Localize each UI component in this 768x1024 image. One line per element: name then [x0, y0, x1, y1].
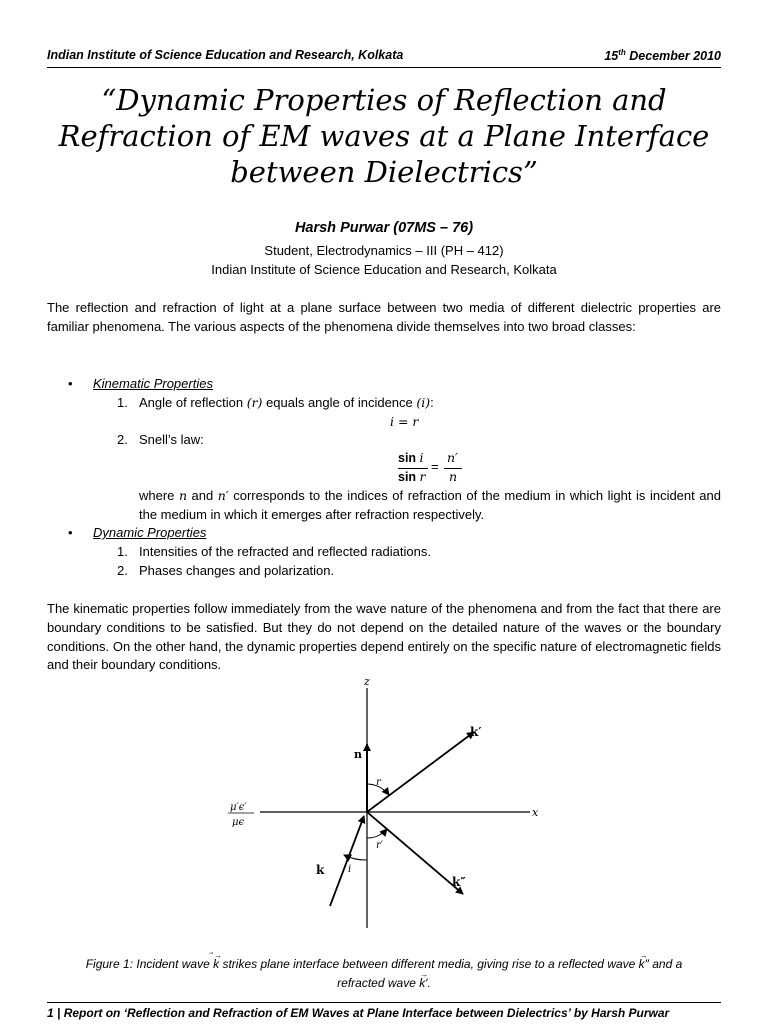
x-axis-label: x [532, 806, 539, 819]
date-rest: December 2010 [625, 49, 721, 64]
caption-line-2 [47, 970, 721, 993]
text: and [187, 488, 218, 503]
angle-r-prime-label: r′ [376, 840, 384, 851]
upper-medium-label: μ′ϵ′ [230, 802, 247, 813]
author-name: Harsh Purwar (07MS – 76) [294, 220, 474, 236]
intro-paragraph: The reflection and refraction of light at a plane surface between two media of different dielectric properties are familiar phenomena. The various aspects of the phenomena divide themselves into two broad classes: [47, 300, 721, 334]
page-number: 1 [47, 1006, 54, 1020]
z-axis-label: z [364, 676, 370, 688]
dynamic-label: Dynamic Properties [93, 525, 207, 540]
caption-k: k [419, 976, 426, 990]
caption-text: ″ and a [644, 957, 683, 971]
n-label: n [354, 748, 362, 761]
page-footer [47, 1002, 721, 1020]
snell-numerator-right: n′ [447, 450, 458, 465]
title-line-2: Refraction of EM waves at a Plane Interface [58, 119, 710, 153]
item-number: 1. [117, 544, 128, 559]
paper-title [47, 82, 721, 190]
title-line-3: between Dielectrics” [230, 155, 538, 189]
fraction-bar [444, 468, 462, 469]
header-institution: Indian Institute of Science Education and Research, Kolkata [47, 48, 404, 62]
angle-i-label: i [348, 864, 352, 875]
item-text: Snell’s law: [139, 432, 204, 447]
item-number: 1. [117, 395, 128, 410]
item-text: Intensities of the refracted and reflected radiations. [139, 544, 431, 559]
author-role: Student, Electrodynamics – III (PH – 412) [264, 243, 504, 258]
header-date [604, 48, 721, 63]
vector-k: → k [213, 951, 223, 971]
item-text: Phases changes and polarization. [139, 563, 335, 578]
math-n-prime: n′ [217, 488, 229, 503]
text: corresponds to the indices of refraction of the medium in which light is incident and the medium in which it emerges after refraction respectively. [139, 488, 721, 522]
item-text: equals angle of incidence [262, 395, 417, 410]
fraction-bar [398, 468, 428, 469]
item-text: Angle of reflection [139, 395, 247, 410]
kinematic-label: Kinematic Properties [93, 376, 213, 391]
caption-line-1 [47, 951, 721, 974]
title-line-1: “Dynamic Properties of Reflection and [101, 83, 667, 117]
item-text: : [430, 395, 434, 410]
incident-wave-vector [330, 816, 364, 906]
date-day: 15 [604, 49, 619, 64]
text: where [139, 488, 179, 503]
math-i: (i) [416, 395, 431, 410]
snell-denominator-right: n [449, 469, 458, 484]
footer-text: Report on ‘Reflection and Refraction of EM Waves at Plane Interface between Dielectrics’ by Harsh Purwar [63, 1006, 670, 1020]
caption-text: refracted wave [337, 976, 420, 990]
author-affiliation: Indian Institute of Science Education and Research, Kolkata [211, 262, 557, 277]
snell-explanation [139, 487, 721, 525]
angle-r-prime-arc [367, 829, 387, 838]
caption-text: strikes plane interface between different media, giving rise to a reflected wave [219, 957, 639, 971]
angle-r-label: r [376, 777, 381, 788]
caption-k: k [638, 957, 645, 971]
k-double-prime-label: k″ [452, 875, 466, 889]
item-number: 2. [117, 563, 128, 578]
vector-k: → k [419, 970, 429, 990]
k-label: k [316, 863, 325, 877]
vector-k: → k [638, 951, 648, 971]
equation-i-equals-r: i = r [390, 414, 419, 429]
caption-text: Figure 1: Incident wave [85, 957, 214, 971]
bullet-dynamic: • [68, 525, 73, 540]
discussion-paragraph: The kinematic properties follow immediately from the wave nature of the phenomena and from the fact that there are boundary conditions to be satisfied. But they do not depend on the detailed nature of the waves or the boundary conditions. On the other hand, the dynamic properties depend entirely on the specific nature of electromagnetic fields and their boundary conditions. [47, 601, 721, 673]
footer-separator: | [53, 1006, 64, 1020]
lower-medium-label: μϵ [232, 817, 245, 828]
item-number: 2. [117, 432, 128, 447]
k-prime-label: k′ [470, 725, 482, 739]
reflection-refraction-figure [220, 676, 560, 938]
bullet-kinematic: • [68, 376, 73, 391]
math-r: (r) [246, 395, 263, 410]
snell-numerator-left: sin i [398, 450, 424, 465]
figure-caption [47, 951, 721, 993]
reflected-wave-vector [367, 732, 474, 812]
refracted-wave-vector [367, 812, 463, 894]
caption-text: ′. [425, 976, 431, 990]
snell-denominator-left: sin r [398, 469, 426, 484]
snell-equals: = [431, 459, 439, 474]
page-header [47, 46, 721, 68]
caption-k: k [213, 957, 220, 971]
date-suffix: th [618, 48, 626, 57]
snell-equation [398, 450, 468, 486]
math-n: n [178, 488, 188, 503]
